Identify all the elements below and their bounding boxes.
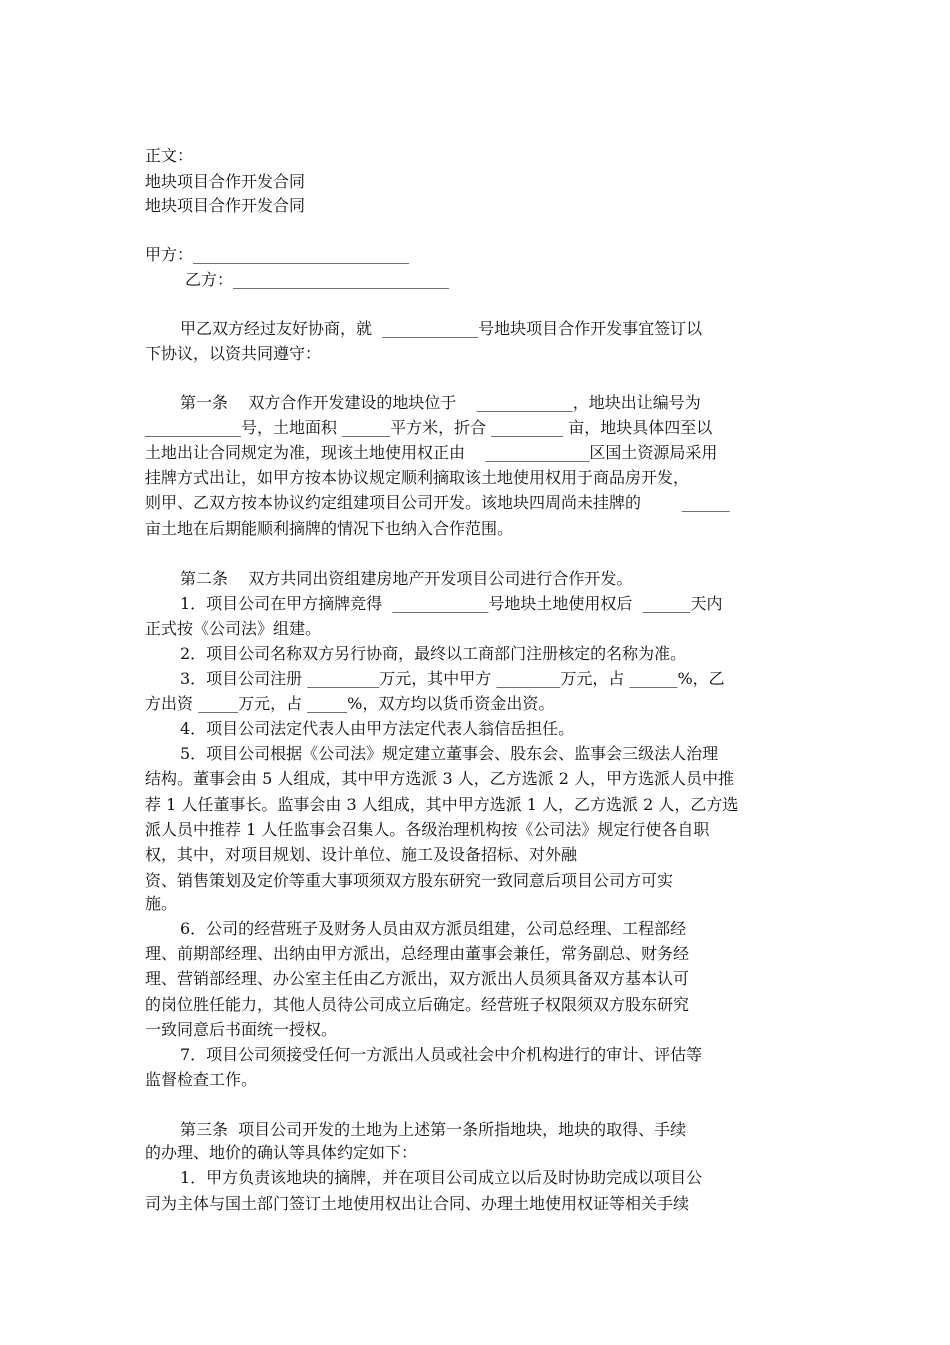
article-1: ____________号，土地面积 ______平方米，折合 _________ 亩，地块具体四至以 xyxy=(145,418,713,437)
article-2-item: 5．项目公司根据《公司法》规定建立董事会、股东会、监事会三级法人治理 xyxy=(180,744,719,763)
article-2-item: 一致同意后书面统一授权。 xyxy=(145,1020,338,1039)
preamble: 下协议，以资共同遵守： xyxy=(145,344,322,363)
party-a: 甲方：___________________________ xyxy=(145,245,410,264)
article-2-item: 施。 xyxy=(145,894,178,913)
article-2-item: 权，其中，对项目规划、设计单位、施工及设备招标、对外融 xyxy=(145,845,578,864)
article-2-item: 监督检查工作。 xyxy=(145,1070,258,1089)
article-1: 亩土地在后期能顺利摘牌的情况下也纳入合作范围。 xyxy=(145,519,514,538)
article-2-item: 1．项目公司在甲方摘牌竞得 ____________号地块土地使用权后 ______天内 xyxy=(180,594,723,613)
article-1: 挂牌方式出让，如甲方按本协议规定顺利摘取该土地使用权用于商品房开发， xyxy=(145,468,690,487)
article-2-item: 2．项目公司名称双方另行协商，最终以工商部门注册核定的名称为准。 xyxy=(180,644,687,663)
article-2-item: 资、销售策划及定价等重大事项须双方股东研究一致同意后项目公司方可实 xyxy=(145,871,674,890)
party-b: 乙方：___________________________ xyxy=(185,270,450,289)
article-2-item: 理、前期部经理、出纳由甲方派出，总经理由董事会兼任，常务副总、财务经 xyxy=(145,944,690,963)
article-2-item: 结构。董事会由 5 人组成，其中甲方选派 3 人，乙方选派 2 人，甲方选派人员中推 xyxy=(145,769,735,788)
article-3: 第三条 项目公司开发的土地为上述第一条所指地块，地块的取得、手续 xyxy=(180,1120,687,1139)
article-3-item: 司为主体与国土部门签订土地使用权出让合同、办理土地使用权证等相关手续 xyxy=(145,1194,690,1213)
article-1: 第一条 双方合作开发建设的地块位于 ____________，地块出让编号为 xyxy=(180,393,701,412)
article-2-item: 3．项目公司注册 _________万元，其中甲方 ________万元，占 ______%，乙 xyxy=(180,669,725,688)
article-2-item: 4．项目公司法定代表人由甲方法定代表人翁信岳担任。 xyxy=(180,719,575,738)
doc-title: 地块项目合作开发合同 xyxy=(145,196,306,215)
article-2-item: 正式按《公司法》组建。 xyxy=(145,619,322,638)
article-2-item: 派人员中推荐 1 人任监事会召集人。各级治理机构按《公司法》规定行使各自职 xyxy=(145,820,710,839)
doc-title: 地块项目合作开发合同 xyxy=(145,172,306,191)
article-1: 则甲、乙双方按本协议约定组建项目公司开发。该地块四周尚未挂牌的 ______ xyxy=(145,493,730,512)
doc-label: 正文： xyxy=(145,146,194,165)
article-2-item: 7．项目公司须接受任何一方派出人员或社会中介机构进行的审计、评估等 xyxy=(180,1045,703,1064)
article-2-item: 荐 1 人任董事长。监事会由 3 人组成，其中甲方选派 1 人，乙方选派 2 人，乙方选 xyxy=(145,795,739,814)
article-2-item: 理、营销部经理、办公室主任由乙方派出，双方派出人员须具备双方基本认可 xyxy=(145,969,690,988)
article-1: 土地出让合同规定为准，现该土地使用权正由 _____________区国土资源局采用 xyxy=(145,443,718,462)
article-2-item: 的岗位胜任能力，其他人员待公司成立后确定。经营班子权限须双方股东研究 xyxy=(145,995,690,1014)
article-2-item: 方出资 _____万元，占 _____%，双方均以货币资金出资。 xyxy=(145,694,555,713)
article-3: 的办理、地价的确认等具体约定如下： xyxy=(145,1143,418,1162)
article-2-item: 6．公司的经营班子及财务人员由双方派员组建，公司总经理、工程部经 xyxy=(180,919,687,938)
article-3-item: 1．甲方负责该地块的摘牌，并在项目公司成立以后及时协助完成以项目公 xyxy=(180,1168,703,1187)
article-2: 第二条 双方共同出资组建房地产开发项目公司进行合作开发。 xyxy=(180,569,633,588)
preamble: 甲乙双方经过友好协商，就 ____________号地块项目合作开发事宜签订以 xyxy=(180,319,703,338)
